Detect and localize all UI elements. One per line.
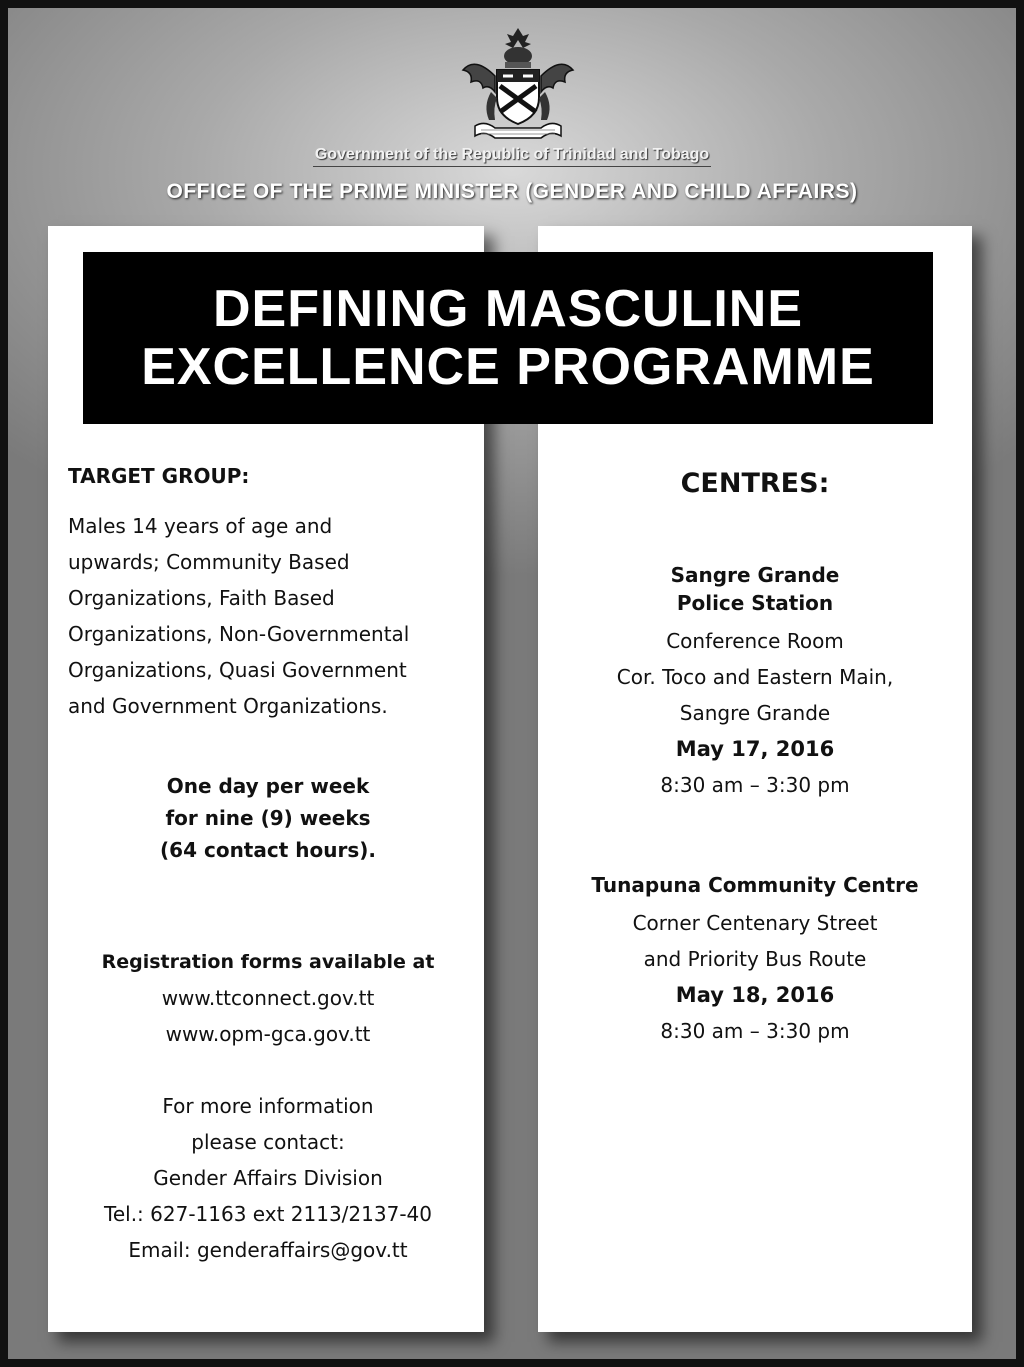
- banner-line-2: EXCELLENCE PROGRAMME: [141, 338, 875, 396]
- schedule-line: One day per week: [166, 774, 370, 798]
- registration-block: [68, 944, 468, 1052]
- contact-block: [68, 1088, 468, 1268]
- website-link-ttconnect[interactable]: www.ttconnect.gov.tt: [161, 986, 375, 1010]
- schedule-block: [68, 770, 468, 866]
- government-title: [8, 146, 1016, 167]
- venue-address-line: Corner Centenary Street: [632, 911, 878, 935]
- venue-name-line: Police Station: [676, 591, 834, 615]
- venue-name-line: Sangre Grande: [670, 563, 840, 587]
- right-content: [538, 468, 972, 1049]
- contact-email[interactable]: Email: genderaffairs@gov.tt: [128, 1238, 408, 1262]
- venue-address-line: Conference Room: [666, 629, 844, 653]
- website-link-opm-gca[interactable]: www.opm-gca.gov.tt: [165, 1022, 371, 1046]
- target-group-line: and Government Organizations.: [68, 694, 388, 718]
- contact-line: Gender Affairs Division: [153, 1166, 383, 1190]
- venue-sangre-grande: [538, 561, 972, 803]
- venue-time: 8:30 am – 3:30 pm: [660, 1019, 850, 1043]
- contact-phone: Tel.: 627-1163 ext 2113/2137-40: [104, 1202, 432, 1226]
- banner-line-1: DEFINING MASCULINE: [213, 280, 803, 338]
- venue-time: 8:30 am – 3:30 pm: [660, 773, 850, 797]
- centres-heading: CENTRES:: [680, 468, 830, 499]
- schedule-line: for nine (9) weeks: [165, 806, 371, 830]
- target-group-line: upwards; Community Based: [68, 550, 350, 574]
- target-group-line: Organizations, Faith Based: [68, 586, 335, 610]
- government-title-text: Government of the Republic of Trinidad and Tobago: [313, 146, 711, 167]
- target-group-line: Males 14 years of age and: [68, 514, 333, 538]
- target-group-line: Organizations, Non-Governmental: [68, 622, 410, 646]
- schedule-line: (64 contact hours).: [160, 838, 376, 862]
- venue-name-line: Tunapuna Community Centre: [591, 873, 919, 897]
- programme-title-banner: [83, 252, 933, 424]
- registration-heading: Registration forms available at: [101, 951, 435, 973]
- venue-date: May 17, 2016: [675, 737, 835, 761]
- venue-tunapuna: [538, 871, 972, 1049]
- target-group-heading: TARGET GROUP:: [68, 464, 250, 488]
- left-content: [68, 464, 468, 1268]
- coat-of-arms-icon: [455, 26, 581, 144]
- target-group-line: Organizations, Quasi Government: [68, 658, 407, 682]
- venue-address-line: and Priority Bus Route: [643, 947, 867, 971]
- venue-date: May 18, 2016: [675, 983, 835, 1007]
- contact-line: please contact:: [191, 1130, 345, 1154]
- contact-line: For more information: [162, 1094, 374, 1118]
- venue-address-line: Sangre Grande: [679, 701, 831, 725]
- office-title: OFFICE OF THE PRIME MINISTER (GENDER AND CHILD AFFAIRS): [166, 180, 858, 203]
- venue-address-line: Cor. Toco and Eastern Main,: [616, 665, 894, 689]
